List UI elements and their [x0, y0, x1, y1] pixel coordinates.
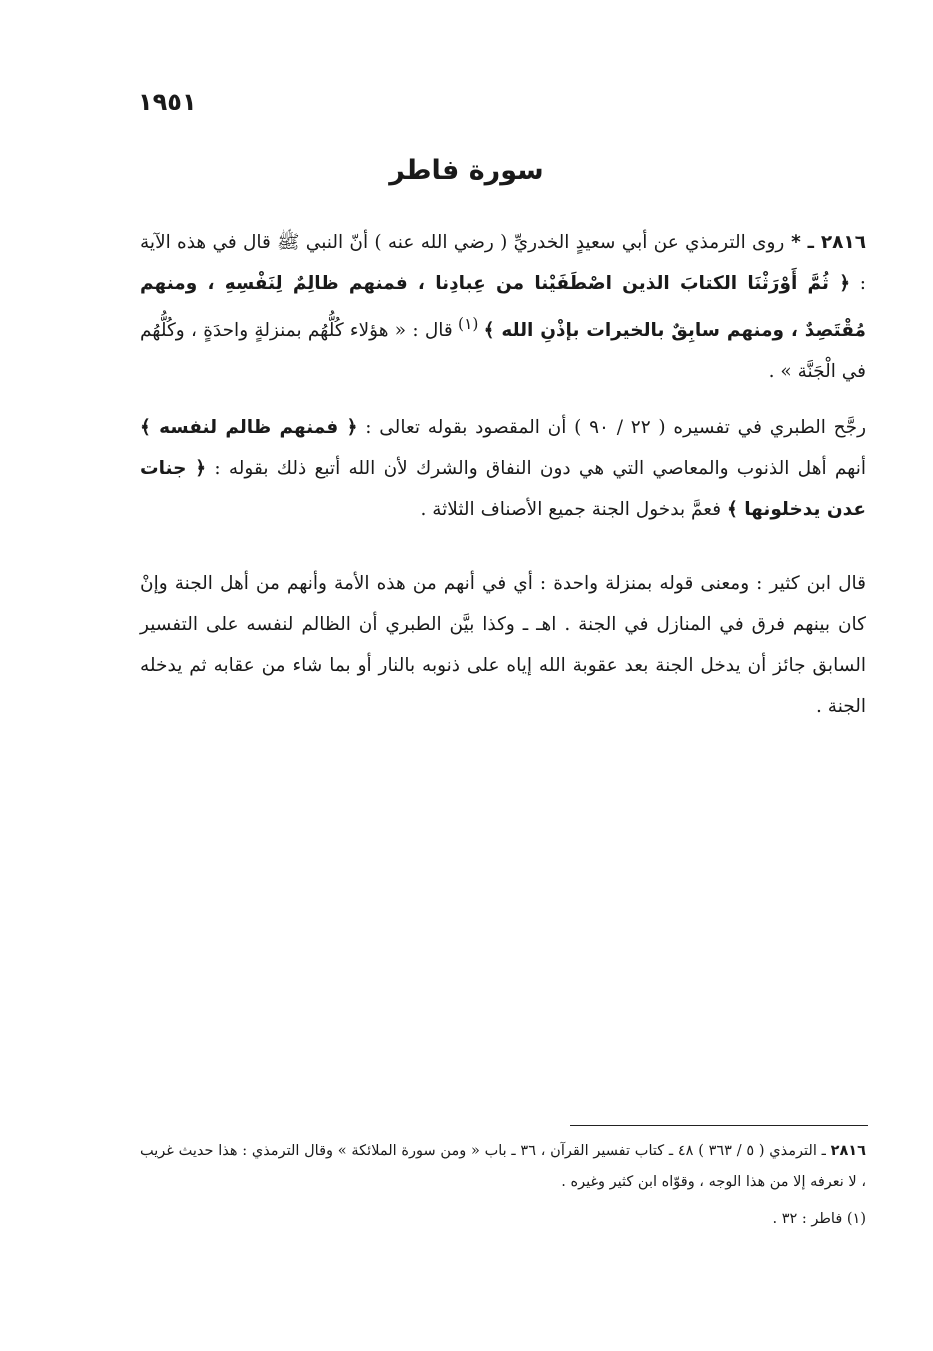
quran-verse: ﴿ ثُمَّ أَوْرَثْنَا الكتابَ الذين اصْطَفَيْنا من عِبادِنا ، فمنهم ظالِمٌ لِنَفْسِهِ ، ومنهم مُقْتَصِدٌ ، ومنهم سابِقٌ بالخيرات بإذْنِ الله ﴾	[140, 273, 866, 342]
hadith-marker: ـ *	[784, 232, 821, 253]
footnote-hadith	[140, 1136, 866, 1198]
tabari-text-middle: أنهم أهل الذنوب والمعاصي التي هي دون النفاق والشرك لأن الله أتبع ذلك بقوله :	[206, 458, 866, 479]
footnote-divider	[570, 1125, 868, 1126]
footnote-ref: (١)	[452, 315, 484, 333]
hadith-number: ٢٨١٦	[820, 232, 866, 253]
hadith-saying: قال : « هؤلاء كُلُّهُم بمنزلةٍ واحدَةٍ ، وكُلُّهُم في الْجَنَّة » .	[140, 320, 866, 383]
footnote-hadith-number: ٢٨١٦	[830, 1143, 866, 1159]
surah-title: سورة فاطر	[389, 155, 544, 186]
ibn-kathir-paragraph	[140, 563, 866, 727]
page-number: ١٩٥١	[138, 88, 197, 116]
ibn-kathir-text: قال ابن كثير : ومعنى قوله بمنزلة واحدة : أي في أنهم من هذه الأمة وأنهم من أهل الجنة وإنْ كان بينهم فرق في المنازل في الجنة . اهـ ـ وكذا بيَّن الطبري أن الظالم لنفسه على التفسير السابق جائز أن يدخل الجنة بعد عقوبة الله إياه على ذنوبه بالنار أو بما شاء من عقابه ثم يدخله الجنة .	[140, 573, 866, 717]
quran-verse-jannat: ﴿ جنات عدن يدخلونها ﴾	[140, 458, 866, 520]
footnote-1: (١) فاطر : ٣٢ .	[772, 1211, 866, 1227]
hadith-intro: روى الترمذي عن أبي سعيدٍ الخدريِّ ( رضي الله عنه ) أنّ النبي ﷺ قال في هذه الآية :	[140, 232, 866, 294]
footnotes	[140, 1136, 866, 1235]
quran-verse-zalim: ﴿ فمنهم ظالم لنفسه ﴾	[140, 417, 358, 438]
footnote-hadith-text: ـ الترمذي ( ٥ / ٣٦٣ ) ٤٨ ـ كتاب تفسير القرآن ، ٣٦ ـ باب « ومن سورة الملائكة » وقال الترمذي : هذا حديث غريب ، لا نعرفه إلا من هذا الوجه ، وقوّاه ابن كثير وغيره .	[140, 1143, 866, 1190]
tabari-text-before: رجَّح الطبري في تفسيره ( ٢٢ / ٩٠ ) أن المقصود بقوله تعالى :	[357, 417, 866, 438]
hadith-paragraph	[140, 222, 866, 392]
tabari-paragraph	[140, 407, 866, 530]
tabari-text-after: فعمَّ بدخول الجنة جميع الأصناف الثلاثة .	[420, 499, 727, 520]
